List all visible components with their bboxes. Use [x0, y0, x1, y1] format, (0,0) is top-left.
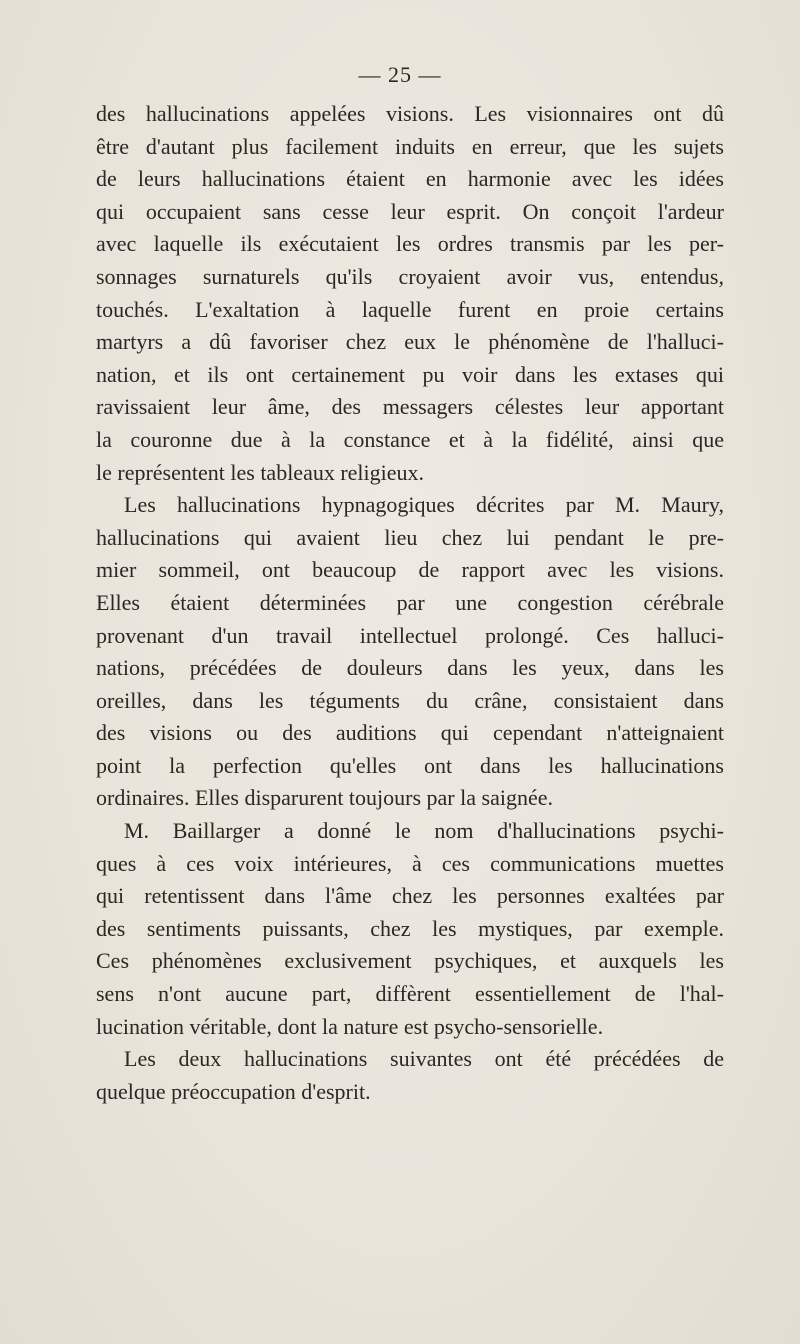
- text-line: ques à ces voix intérieures, à ces communications muettes: [96, 850, 724, 876]
- text-line: des visions ou des auditions qui cependant n'atteignaient: [96, 720, 724, 746]
- text-line: martyrs a dû favoriser chez eux le phénomène de l'halluci-: [96, 329, 724, 355]
- text-line: oreilles, dans les téguments du crâne, consistaient dans: [96, 687, 724, 713]
- text-line: lucination véritable, dont la nature est psycho-sensorielle.: [96, 1013, 604, 1039]
- text-line: des sentiments puissants, chez les mystiques, par exemple.: [96, 915, 724, 941]
- text-line: avec laquelle ils exécutaient les ordres transmis par les per-: [96, 231, 724, 257]
- text-line: des hallucinations appelées visions. Les visionnaires ont dû: [96, 101, 724, 126]
- body-text: [96, 98, 724, 1108]
- text-line: mier sommeil, ont beaucoup de rapport avec les visions.: [96, 557, 724, 583]
- text-line: de leurs hallucinations étaient en harmonie avec les idées: [96, 166, 724, 192]
- text-line: provenant d'un travail intellectuel prolongé. Ces halluci-: [96, 622, 724, 648]
- text-line: touchés. L'exaltation à laquelle furent en proie certains: [96, 296, 724, 322]
- text-line: Les deux hallucinations suivantes ont été précédées de: [124, 1046, 724, 1072]
- text-line: nation, et ils ont certainement pu voir dans les extases qui: [96, 361, 724, 387]
- text-line: hallucinations qui avaient lieu chez lui pendant le pre-: [96, 524, 724, 550]
- text-line: Elles étaient déterminées par une congestion cérébrale: [96, 589, 724, 615]
- text-line: sonnages surnaturels qu'ils croyaient avoir vus, entendus,: [96, 263, 724, 289]
- text-line: être d'autant plus facilement induits en erreur, que les sujets: [96, 133, 724, 159]
- text-line: le représentent les tableaux religieux.: [96, 459, 425, 485]
- text-line: M. Baillarger a donné le nom d'hallucinations psychi-: [124, 818, 724, 844]
- text-line: quelque préoccupation d'esprit.: [96, 1078, 371, 1104]
- text-line: ordinaires. Elles disparurent toujours par la saignée.: [96, 785, 553, 811]
- text-line: nations, précédées de douleurs dans les yeux, dans les: [96, 655, 724, 681]
- text-line: sens n'ont aucune part, diffèrent essentiellement de l'hal-: [96, 981, 724, 1007]
- text-line: ravissaient leur âme, des messagers célestes leur apportant: [96, 394, 724, 420]
- text-line: Les hallucinations hypnagogiques décrites par M. Maury,: [124, 492, 724, 518]
- text-line: Ces phénomènes exclusivement psychiques, et auxquels les: [96, 948, 724, 974]
- text-line: point la perfection qu'elles ont dans les hallucinations: [96, 752, 724, 778]
- text-line: qui retentissent dans l'âme chez les personnes exaltées par: [96, 883, 724, 909]
- page-number: — 25 —: [358, 62, 442, 87]
- text-line: la couronne due à la constance et à la fidélité, ainsi que: [96, 426, 724, 452]
- text-line: qui occupaient sans cesse leur esprit. On conçoit l'ardeur: [96, 198, 724, 224]
